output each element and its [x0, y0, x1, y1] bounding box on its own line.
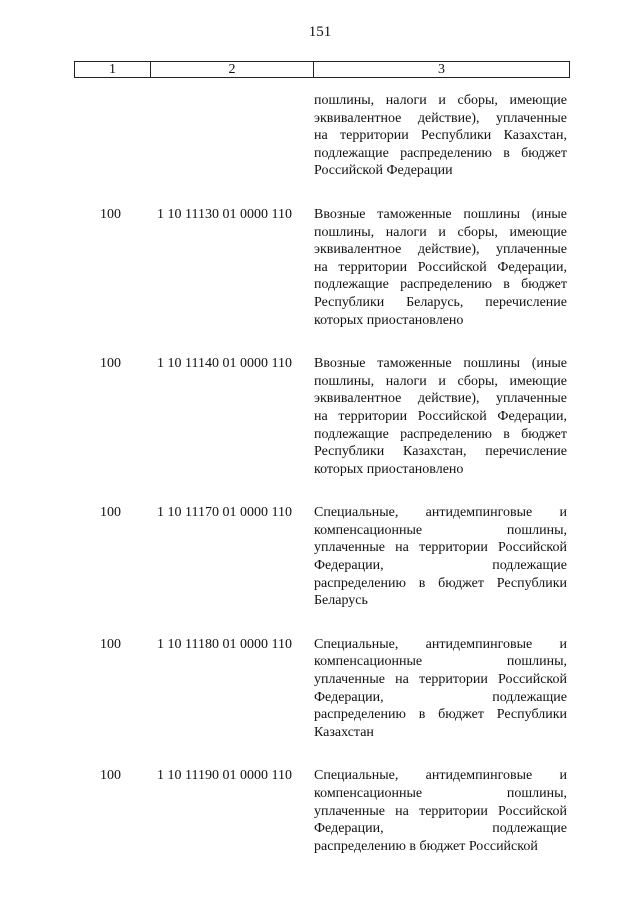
description-line: эквивалентное действие), уплаченные: [314, 391, 567, 407]
description-line: на территории Российской Федерации,: [314, 408, 567, 424]
description-line: уплаченные на территории Российской: [314, 672, 567, 688]
description-line: Казахстан: [314, 724, 374, 740]
description-line: подлежащие распределению в бюджет: [314, 277, 567, 293]
table-row: [0, 206, 640, 329]
description-line: Беларусь: [314, 593, 368, 609]
description-line: компенсационные пошлины,: [314, 654, 567, 670]
description-line: распределению в бюджет Республики: [314, 707, 567, 723]
budget-classification-code: 1 10 11140 01 0000 110: [157, 356, 292, 372]
description-line: эквивалентное действие), уплаченные: [314, 110, 567, 126]
row-spacer: [0, 180, 640, 206]
administrator-code: 100: [100, 505, 121, 521]
income-description: [314, 504, 567, 610]
income-description: [314, 767, 567, 855]
income-description: [314, 636, 567, 742]
administrator-code: 100: [100, 636, 121, 652]
description-line: компенсационные пошлины,: [314, 522, 567, 538]
description-line: Российской Федерации: [314, 163, 453, 179]
description-line: Федерации, подлежащие: [314, 558, 567, 574]
table-row: [0, 92, 640, 180]
description-line: Специальные, антидемпинговые и: [314, 505, 567, 521]
income-description: [314, 92, 567, 180]
table-row: [0, 636, 640, 742]
description-line: Федерации, подлежащие: [314, 821, 567, 837]
description-line: Специальные, антидемпинговые и: [314, 768, 567, 784]
description-line: Республики Беларусь, перечисление: [314, 294, 567, 310]
page-number: 151: [308, 24, 332, 40]
description-line: Федерации, подлежащие: [314, 689, 567, 705]
column-header-3: 3: [438, 61, 445, 77]
description-line: уплаченные на территории Российской: [314, 540, 567, 556]
description-line: подлежащие распределению в бюджет: [314, 145, 567, 161]
column-header-1: 1: [75, 62, 151, 77]
description-line: на территории Российской Федерации,: [314, 259, 567, 275]
description-line: пошлины, налоги и сборы, имеющие: [314, 93, 567, 108]
budget-classification-code: 1 10 11130 01 0000 110: [157, 206, 292, 222]
column-header-row: [74, 61, 570, 78]
administrator-code: 100: [100, 768, 121, 784]
description-line: распределению в бюджет Республики: [314, 575, 567, 591]
description-line: на территории Республики Казахстан,: [314, 128, 567, 144]
description-line: Республики Казахстан, перечисление: [314, 444, 567, 460]
income-description: [314, 355, 567, 478]
description-line: распределению в бюджет Российской: [314, 838, 538, 854]
administrator-code: 100: [100, 356, 121, 372]
table-row: [0, 767, 640, 855]
table-body: [0, 92, 640, 855]
budget-classification-code: 1 10 11170 01 0000 110: [157, 505, 292, 521]
column-header-2: 2: [151, 62, 314, 77]
description-line: подлежащие распределению в бюджет: [314, 426, 567, 442]
table-row: [0, 504, 640, 610]
table-row: [0, 355, 640, 478]
description-line: пошлины, налоги и сборы, имеющие: [314, 224, 567, 240]
description-line: уплаченные на территории Российской: [314, 803, 567, 819]
row-spacer: [0, 610, 640, 636]
row-spacer: [0, 329, 640, 355]
description-line: Ввозные таможенные пошлины (иные: [314, 356, 567, 372]
description-line: компенсационные пошлины,: [314, 786, 567, 801]
description-line: Ввозные таможенные пошлины (иные: [314, 206, 567, 222]
description-line: которых приостановлено: [314, 461, 464, 477]
row-spacer: [0, 478, 640, 504]
income-description: [314, 206, 567, 329]
budget-classification-code: 1 10 11190 01 0000 110: [157, 768, 292, 784]
description-line: Специальные, антидемпинговые и: [314, 636, 567, 652]
row-spacer: [0, 741, 640, 767]
description-line: которых приостановлено: [314, 312, 464, 328]
budget-classification-code: 1 10 11180 01 0000 110: [157, 636, 292, 652]
description-line: пошлины, налоги и сборы, имеющие: [314, 373, 567, 389]
administrator-code: 100: [100, 206, 121, 222]
description-line: эквивалентное действие), уплаченные: [314, 242, 567, 258]
